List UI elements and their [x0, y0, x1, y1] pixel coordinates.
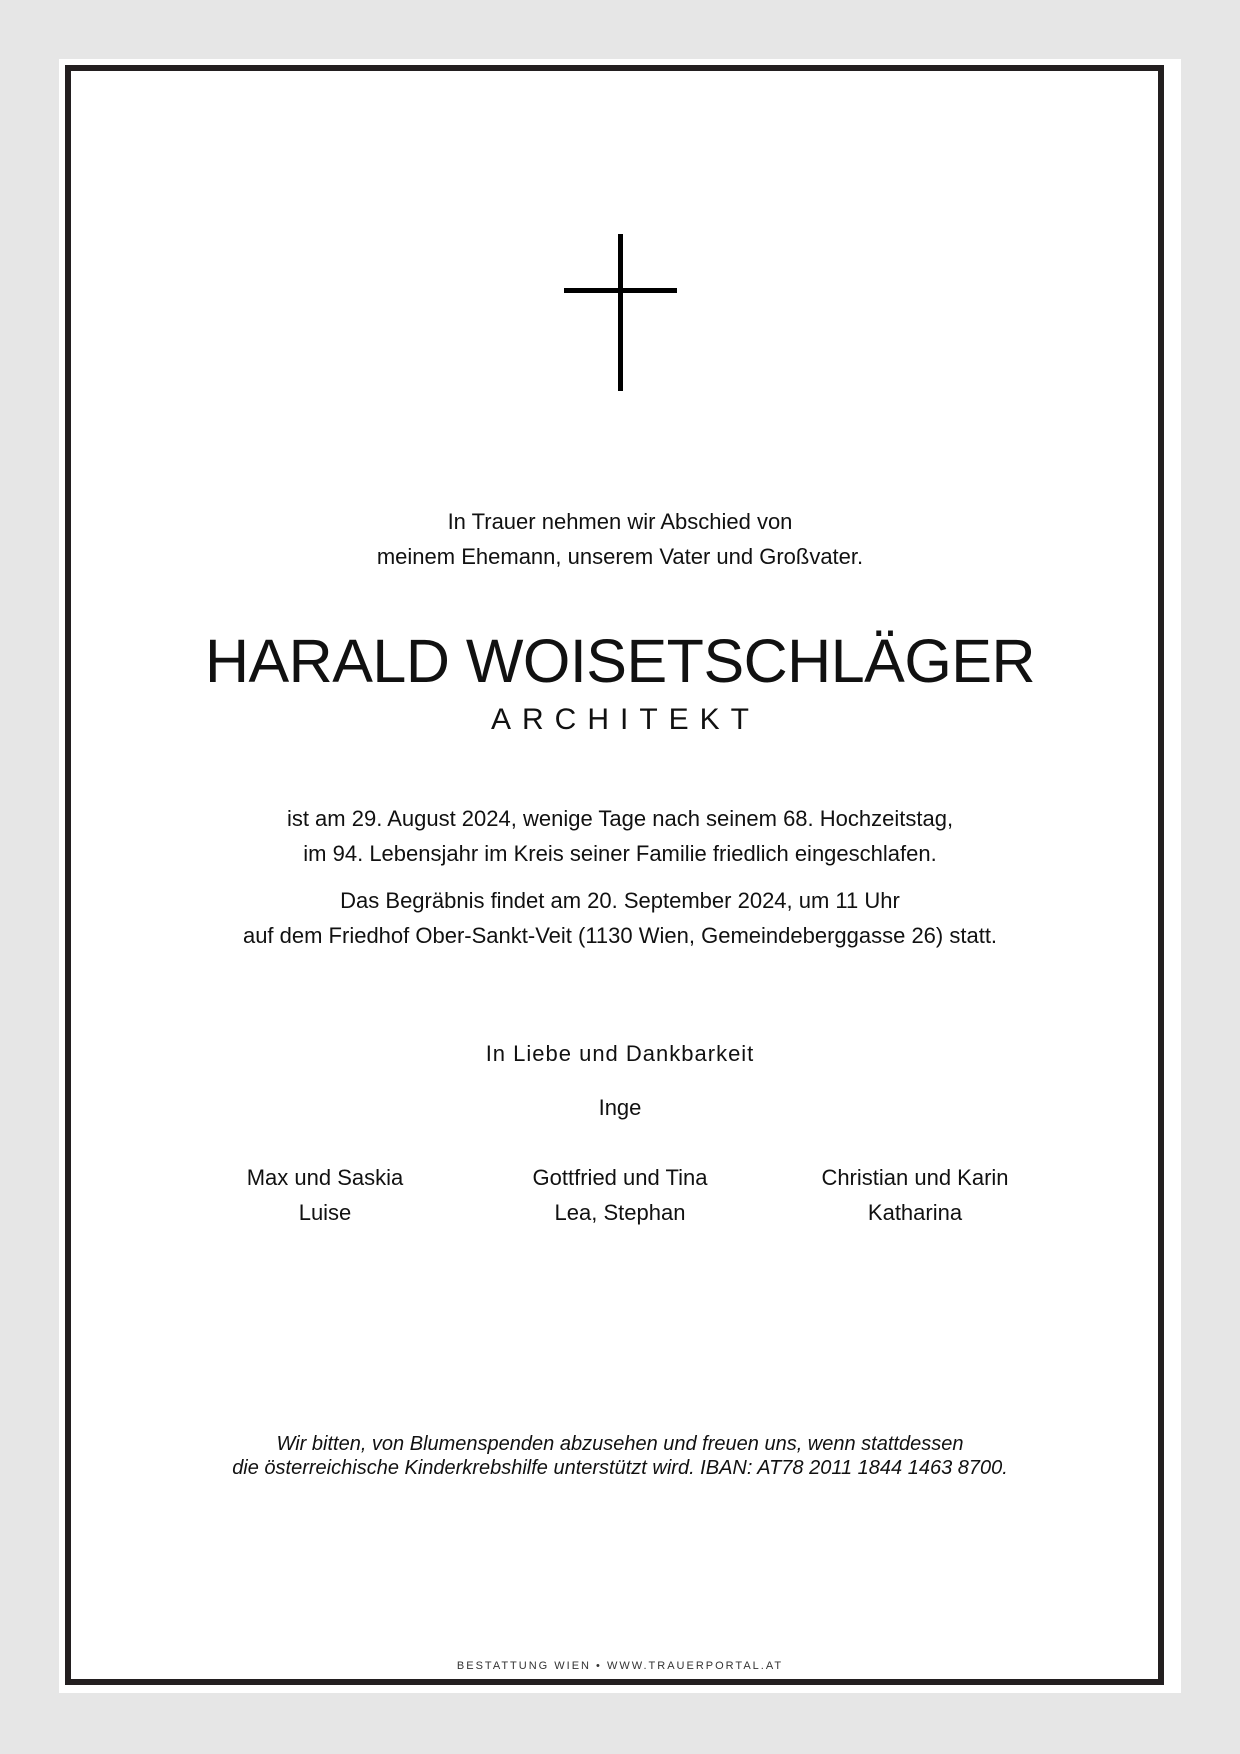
family-group: [765, 1160, 1065, 1230]
donation-note-line-2: die österreichische Kinderkrebshilfe unterstützt wird. IBAN: AT78 2011 1844 1463 8700.: [232, 1457, 1008, 1479]
deceased-name: HARALD WOISETSCHLÄGER: [204, 627, 1036, 695]
intro-text: [0, 504, 1240, 574]
deceased-profession: ARCHITEKT: [490, 703, 760, 736]
death-notice-line-1: ist am 29. August 2024, wenige Tage nach seinem 68. Hochzeitstag,: [286, 806, 954, 831]
family-group: [175, 1160, 475, 1230]
cross-icon: [564, 234, 677, 391]
family-children: Luise: [298, 1200, 352, 1225]
mourners-spouse: Inge: [598, 1095, 642, 1120]
funeral-info: [0, 883, 1240, 953]
intro-line-2: meinem Ehemann, unserem Vater und Großvater.: [376, 544, 864, 569]
footer-text: BESTATTUNG WIEN • WWW.TRAUERPORTAL.AT: [456, 1660, 784, 1672]
family-parents: Gottfried und Tina: [532, 1165, 708, 1190]
death-notice: [0, 801, 1240, 871]
funeral-line-2: auf dem Friedhof Ober-Sankt-Veit (1130 Wien, Gemeindeberggasse 26) statt.: [242, 923, 998, 948]
family-parents: Max und Saskia: [246, 1165, 404, 1190]
donation-note: [0, 1432, 1240, 1480]
family-group: [470, 1160, 770, 1230]
death-notice-line-2: im 94. Lebensjahr im Kreis seiner Familie friedlich eingeschlafen.: [303, 841, 937, 866]
family-children: Lea, Stephan: [554, 1200, 686, 1225]
family-children: Katharina: [867, 1200, 963, 1225]
funeral-line-1: Das Begräbnis findet am 20. September 2024, um 11 Uhr: [340, 888, 900, 913]
donation-note-line-1: Wir bitten, von Blumenspenden abzusehen und freuen uns, wenn stattdessen: [276, 1433, 964, 1455]
family-parents: Christian und Karin: [821, 1165, 1009, 1190]
intro-line-1: In Trauer nehmen wir Abschied von: [447, 509, 793, 534]
mourners-heading: In Liebe und Dankbarkeit: [485, 1041, 755, 1066]
